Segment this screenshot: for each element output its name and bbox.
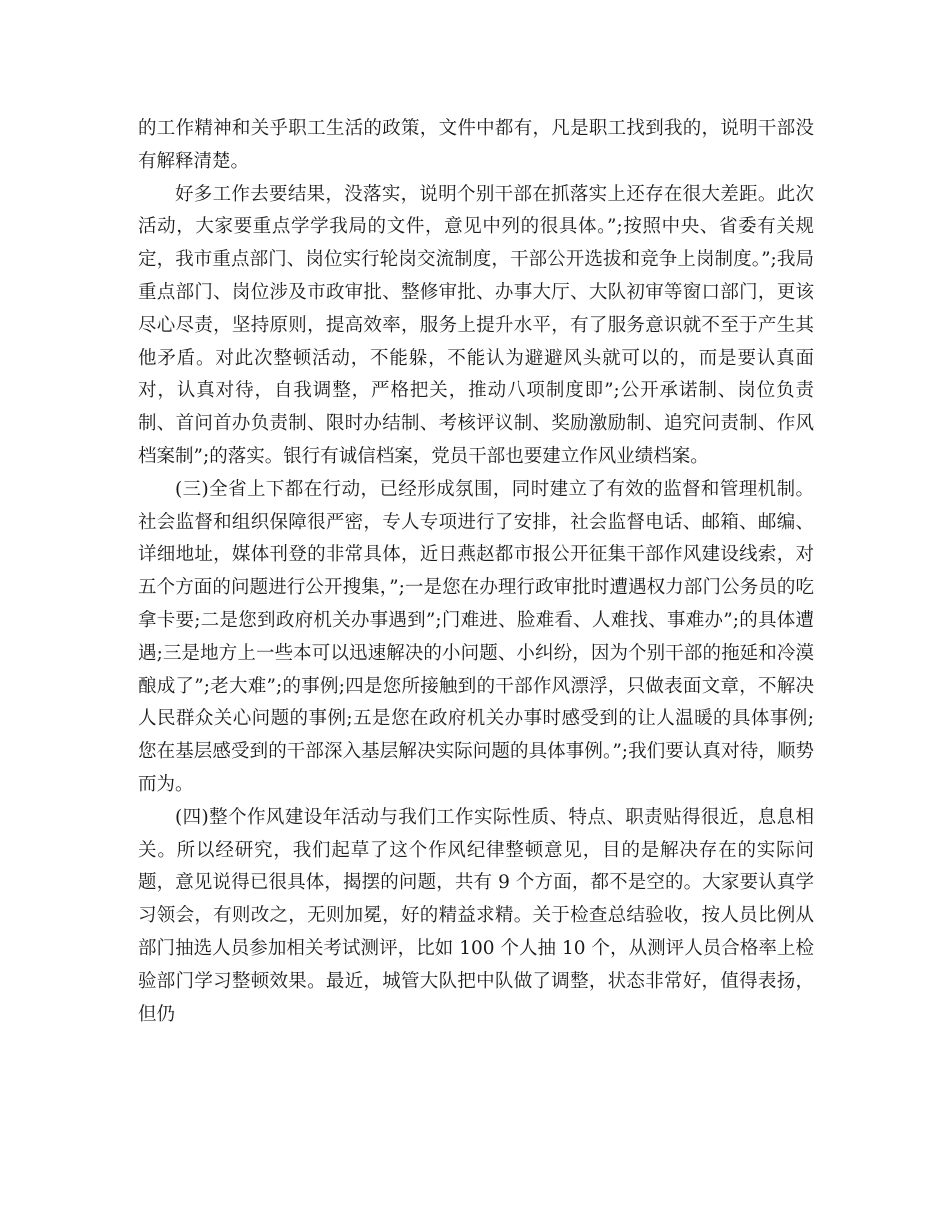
paragraph-implementation: 好多工作去要结果，没落实，说明个别干部在抓落实上还存在很大差距。此次活动，大家要重点学学我局的文件，意见中列的很具体。”;按照中央、省委有关规定，我市重点部门、岗位实行轮岗交流制度，干部公开选拔和竞争上岗制度。”;我局重点部门、岗位涉及市政审批、整修审批、办事大厅、大队初审等窗口部门，更该尽心尽责，坚持原则，提高效率，服务上提升水平，有了服务意识就不至于产生其他矛盾。对此次整顿活动，不能躲，不能认为避避风头就可以的，而是要认真面对，认真对待，自我调整，严格把关，推动八项制度即”;公开承诺制、岗位负责制、首问首办负责制、限时办结制、考核评议制、奖励激励制、追究问责制、作风档案制”;的落实。银行有诚信档案，党员干部也要建立作风业绩档案。 (138, 183, 814, 467)
paragraph-continuation: 的工作精神和关乎职工生活的政策，文件中都有，凡是职工找到我的，说明干部没有解释清楚。 (138, 118, 814, 172)
paragraph-section-three: (三)全省上下都在行动，已经形成氛围，同时建立了有效的监督和管理机制。社会监督和组织保障很严密，专人专项进行了安排，社会监督电话、邮箱、邮编、详细地址，媒体刊登的非常具体，近日燕赵都市报公开征集干部作风建设线索，对五个方面的问题进行公开搜集，”;一是您在办理行政审批时遭遇权力部门公务员的吃拿卡要;二是您到政府机关办事遇到”;门难进、脸难看、人难找、事难办”;的具体遭遇;三是地方上一些本可以迅速解决的小问题、小纠纷，因为个别干部的拖延和冷漠酿成了”;老大难”;的事例;四是您所接触到的干部作风漂浮，只做表面文章，不解决人民群众关心问题的事例;五是您在政府机关办事时感受到的让人温暖的具体事例;您在基层感受到的干部深入基层解决实际问题的具体事例。”;我们要认真对待，顺势而为。 (138, 478, 814, 795)
paragraph-section-four: (四)整个作风建设年活动与我们工作实际性质、特点、职责贴得很近，息息相关。所以经研究，我们起草了这个作风纪律整顿意见，目的是解决存在的实际问题，意见说得已很具体，揭摆的问题，共有 9 个方面，都不是空的。大家要认真学习领会，有则改之，无则加冕，好的精益求精。关于检查总结验收，按人员比例从部门抽选人员参加相关考试测评，比如 100 个人抽 10 个，从测评人员合格率上检验部门学习整顿效果。最近，城管大队把中队做了调整，状态非常好，值得表扬，但仍 (138, 806, 814, 1025)
document-page (138, 113, 814, 1031)
